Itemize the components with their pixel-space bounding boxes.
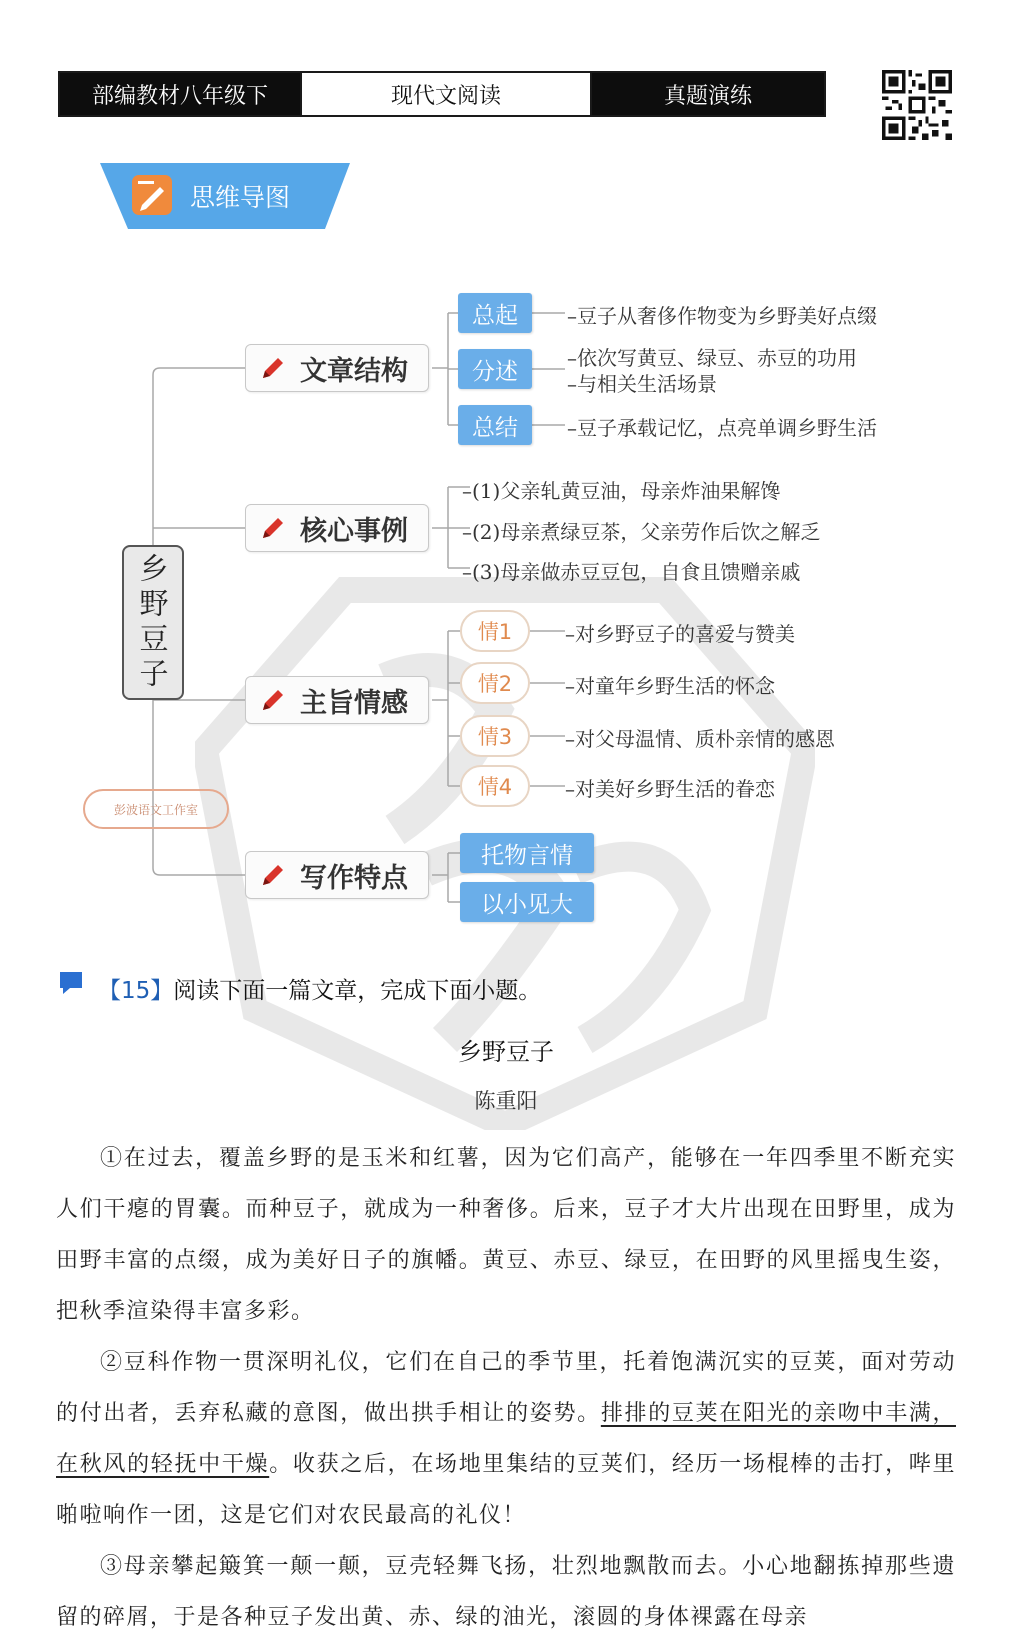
header-grade: 部编教材八年级下 bbox=[60, 73, 300, 115]
tag-zongjie: 总结 bbox=[458, 405, 532, 445]
leaf-structure-2a: –依次写黄豆、绿豆、赤豆的功用 bbox=[567, 346, 857, 370]
banner-label: 思维导图 bbox=[190, 183, 291, 212]
leaf-example-2: –(2)母亲煮绿豆茶，父亲劳作后饮之解乏 bbox=[462, 520, 821, 544]
underlined-sentence: 排排的豆荚在阳光的亲吻中丰满，在秋风的轻抚中干燥 bbox=[56, 1401, 956, 1477]
leaf-structure-1: –豆子从奢侈作物变为乡野美好点缀 bbox=[567, 304, 877, 328]
pencil-icon bbox=[258, 860, 288, 890]
pencil-icon bbox=[258, 685, 288, 715]
tag-emotion-4: 情4 bbox=[460, 765, 530, 807]
pencil-icon bbox=[258, 513, 288, 543]
question-instruction bbox=[98, 972, 541, 1005]
studio-stamp bbox=[83, 789, 229, 829]
paragraph-2: ②豆科作物一贯深明礼仪，它们在自己的季节里，托着饱满沉实的豆荚，面对劳动的付出者，丢弃私藏的意图，做出拱手相让的姿势。排排的豆荚在阳光的亲吻中丰满，在秋风的轻抚中干燥。收获之后，在场地里集结的豆荚们，经历一场棍棒的击打，哔里啪啦响作一团，这是它们对农民最高的礼仪！ bbox=[56, 1350, 956, 1528]
branch-structure bbox=[245, 344, 429, 392]
tag-emotion-2: 情2 bbox=[460, 662, 530, 704]
branch-core-examples bbox=[245, 504, 429, 552]
article-body bbox=[56, 1133, 956, 1643]
leaf-structure-2b: –与相关生活场景 bbox=[567, 372, 717, 396]
branch-writing-features bbox=[245, 851, 429, 899]
tag-emotion-3: 情3 bbox=[460, 715, 530, 757]
tag-fenshu: 分述 bbox=[458, 349, 532, 389]
mindmap-center-node bbox=[122, 545, 184, 700]
tag-feature-2: 以小见大 bbox=[460, 882, 594, 922]
pencil-icon bbox=[258, 353, 288, 383]
stamp-text: 彭波语文工作室 bbox=[113, 802, 198, 817]
leaf-emotion-2: –对童年乡野生活的怀念 bbox=[565, 674, 775, 698]
leaf-emotion-4: –对美好乡野生活的眷恋 bbox=[565, 777, 775, 801]
branch-theme-emotion bbox=[245, 676, 429, 724]
paragraph-1: ①在过去，覆盖乡野的是玉米和红薯，因为它们高产，能够在一年四季里不断充实人们干瘪的胃囊。而种豆子，就成为一种奢侈。后来，豆子才大片出现在田野里，成为田野丰富的点缀，成为美好日子的旗幡。黄豆、赤豆、绿豆，在田野的风里摇曳生姿，把秋季渲染得丰富多彩。 bbox=[56, 1146, 956, 1324]
article-title: 乡野豆子 bbox=[458, 1038, 554, 1066]
leaf-structure-3: –豆子承载记忆，点亮单调乡野生活 bbox=[567, 416, 877, 440]
leaf-emotion-1: –对乡野豆子的喜爱与赞美 bbox=[565, 622, 795, 646]
branch-label: 主旨情感 bbox=[300, 687, 408, 719]
branch-label: 写作特点 bbox=[300, 862, 408, 894]
question-number: 【15】 bbox=[98, 978, 174, 1004]
leaf-example-3: –(3)母亲做赤豆豆包，自食且馈赠亲戚 bbox=[462, 560, 801, 584]
branch-label: 核心事例 bbox=[300, 515, 408, 547]
leaf-emotion-3: –对父母温情、质朴亲情的感恩 bbox=[565, 727, 835, 751]
question-text: 阅读下面一篇文章，完成下面小题。 bbox=[173, 978, 542, 1004]
tag-emotion-1: 情1 bbox=[460, 610, 530, 652]
center-node-label: 乡野豆子 bbox=[135, 552, 170, 693]
tag-zongqi: 总起 bbox=[458, 293, 532, 333]
speech-bubble-icon bbox=[58, 970, 86, 996]
article-author: 陈重阳 bbox=[474, 1089, 538, 1113]
paragraph-3: ③母亲攀起簸箕一颠一颠，豆壳轻舞飞扬，壮烈地飘散而去。小心地翻拣掉那些遗留的碎屑，于是各种豆子发出黄、赤、绿的油光，滚圆的身体裸露在母亲 bbox=[56, 1554, 956, 1630]
tag-feature-1: 托物言情 bbox=[460, 833, 594, 873]
header-section: 真题演练 bbox=[592, 73, 824, 115]
leaf-example-1: –(1)父亲轧黄豆油，母亲炸油果解馋 bbox=[462, 479, 781, 503]
header-subject: 现代文阅读 bbox=[300, 73, 592, 115]
branch-label: 文章结构 bbox=[300, 355, 408, 387]
